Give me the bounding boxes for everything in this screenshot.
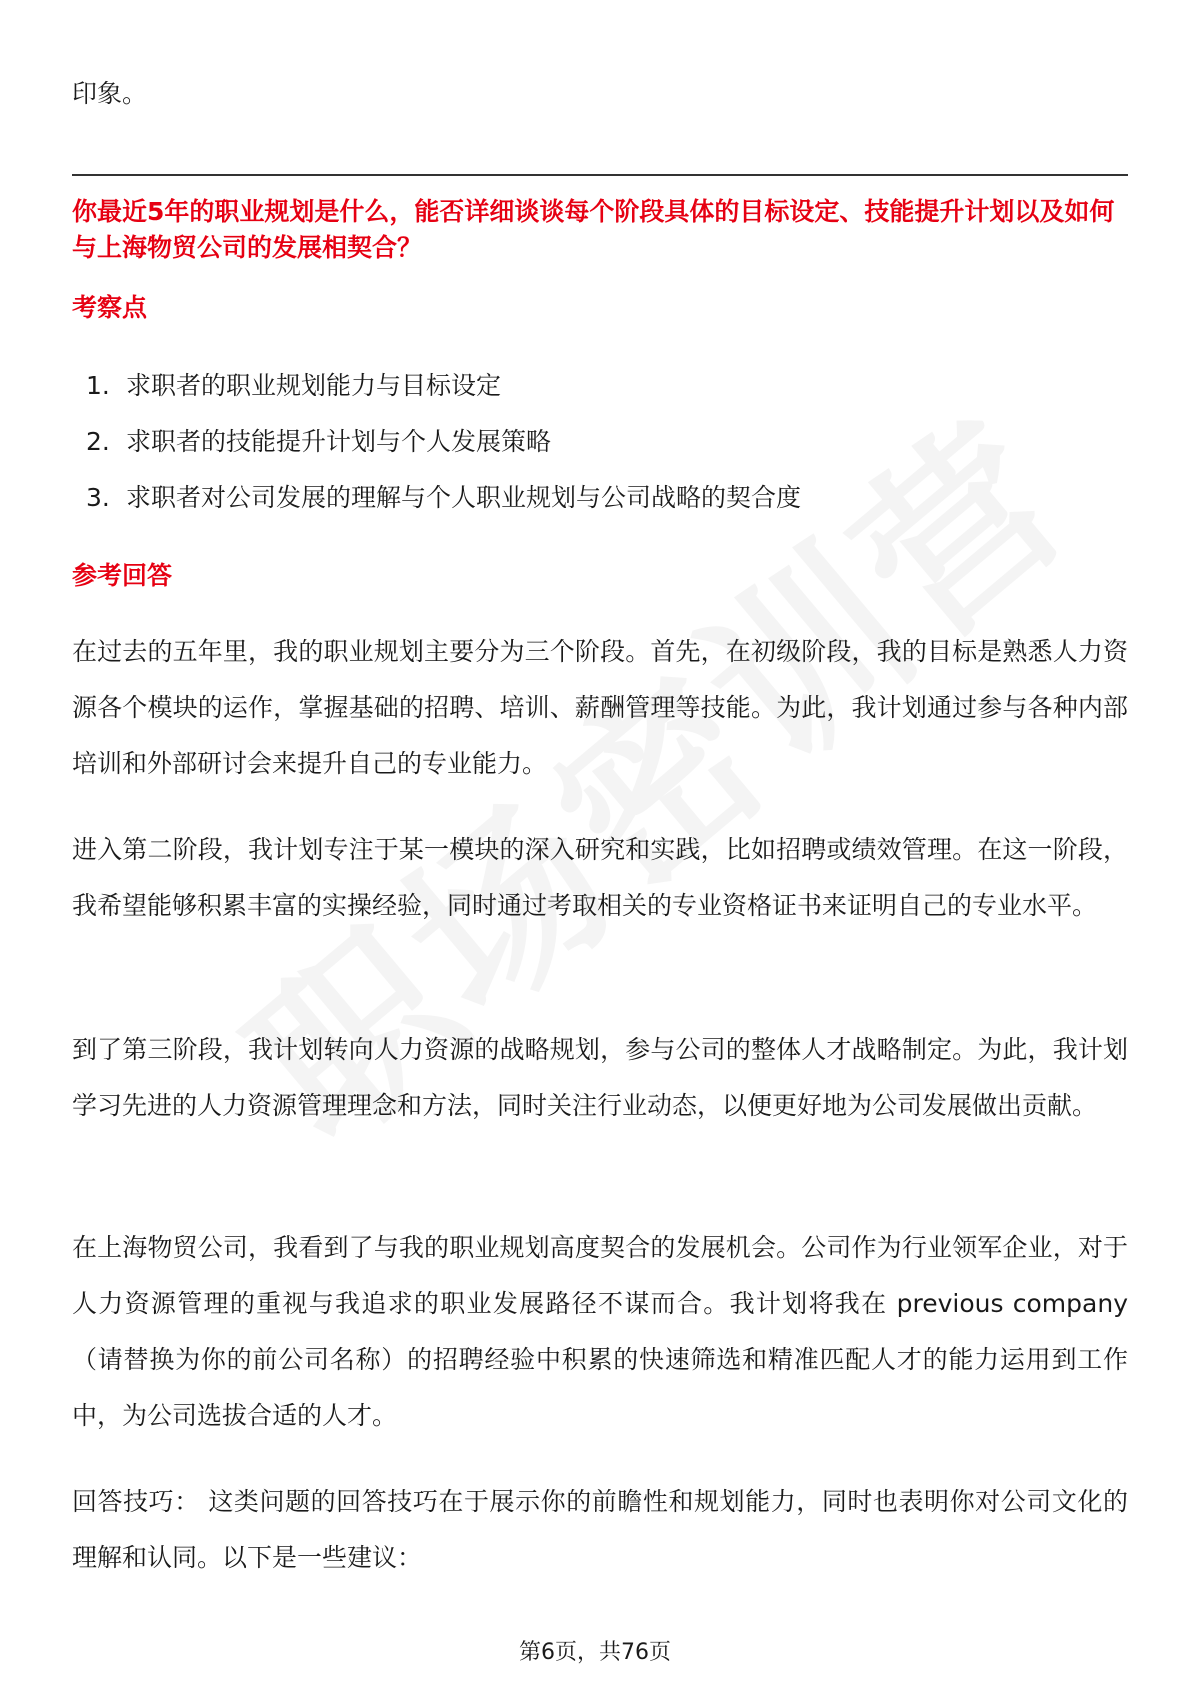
assessment-label: 考察点 [72,293,148,322]
answer-paragraph: 在过去的五年里，我的职业规划主要分为三个阶段。首先，在初级阶段，我的目标是熟悉人力资源各个模块的运作，掌握基础的招聘、培训、薪酬管理等技能。为此，我计划通过参与各种内部培训和外部研讨会来提升自己的专业能力。 [72,637,1128,778]
assessment-list [72,358,801,526]
answer-paragraph: 进入第二阶段，我计划专注于某一模块的深入研究和实践，比如招聘或绩效管理。在这一阶段，我希望能够积累丰富的实操经验，同时通过考取相关的专业资格证书来证明自己的专业水平。 [72,835,1128,920]
carryover-text: 印象。 [72,79,148,108]
list-item-number: 1. [86,371,110,400]
list-item-text: 求职者对公司发展的理解与个人职业规划与公司战略的契合度 [126,483,802,512]
list-item [72,414,801,470]
answer-label: 参考回答 [72,561,173,590]
question-heading: 你最近5年的职业规划是什么，能否详细谈谈每个阶段具体的目标设定、技能提升计划以及如何与上海物贸公司的发展相契合？ [72,197,1115,262]
answer-tips-paragraph: 回答技巧： 这类问题的回答技巧在于展示你的前瞻性和规划能力，同时也表明你对公司文化的理解和认同。以下是一些建议： [72,1487,1128,1572]
list-item-number: 2. [86,427,110,456]
section-divider [72,174,1128,176]
list-item [72,358,801,414]
list-item-number: 3. [86,483,110,512]
list-item [72,470,801,526]
answer-paragraph: 到了第三阶段，我计划转向人力资源的战略规划，参与公司的整体人才战略制定。为此，我计划学习先进的人力资源管理理念和方法，同时关注行业动态，以便更好地为公司发展做出贡献。 [72,1035,1128,1120]
list-item-text: 求职者的职业规划能力与目标设定 [126,371,502,400]
list-item-text: 求职者的技能提升计划与个人发展策略 [126,427,552,456]
answer-paragraph: 在上海物贸公司，我看到了与我的职业规划高度契合的发展机会。公司作为行业领军企业，对于人力资源管理的重视与我追求的职业发展路径不谋而合。我计划将我在 previous company（请替换为你的前公司名称）的招聘经验中积累的快速筛选和精准匹配人才的能力运用到工作中，为公司选拔合适的人才。 [72,1233,1128,1430]
page-number: 第6页，共76页 [519,1640,671,1665]
